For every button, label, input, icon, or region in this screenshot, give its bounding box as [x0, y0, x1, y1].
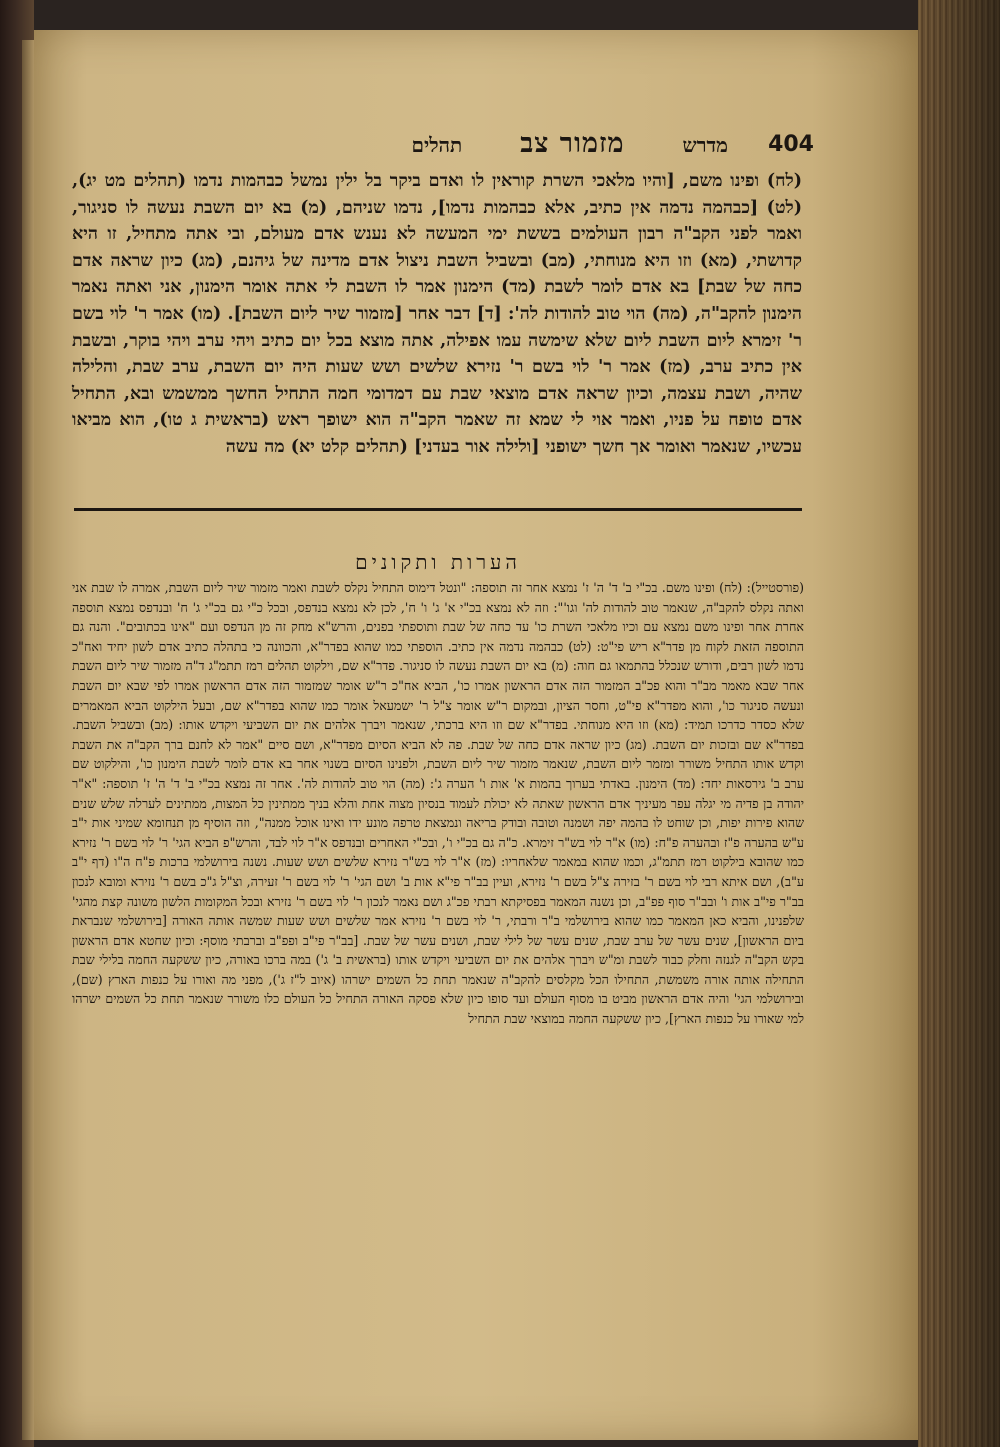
page-content — [34, 30, 918, 1440]
notes-paragraph: (פורסטייל): (לח) ופינו משם. בכ"י ב' ד' ה' ז' נמצא אחר זה תוספה: "ונטל דימוס התחיל נקלס לשבת ואמר מזמור שיר ליום השבת, אמרה לו שבת אני ואתה נקלס להקב"ה, שנאמר טוב להודות לה' וגו'": וזה לא נמצא בכ"י א' ג' ו' ח', לכן לא נמצא בנדפס, ובכל כ"י גם בכ"י ג' ח' ובנדפס נמצא תוספה אחרת אחר ופינו משם נמצא עם וכיו מלאכי השרת כו' עד כחה של שבת ותוספתי בפנים, והרש"א מחק זה מן הנדפס ועם "אינו בכתובים". והנה גם התוספה הזאת לקוח מן פדר"א ריש פי"ט: (לט) כבהמה נדמה אין כתיב. הוספתי כמו שהוא בפדר"א, והכוונה כי בתהלה כתיב אדם לשון יחיד ואח"כ נדמו לשון רבים, ודורש שנכלל בהתמאו גם חוה: (מ) בא יום השבת נעשה לו סניגור. פדר"א שם, וילקוט תהלים רמז תתמ"ג ד"ה מזמור שיר ליום השבת אחר שבא מאמר מב"ר והוא פכ"ב המזמור הזה אדם הראשון אמרו כו', הביא אח"כ ר"ש אומר שמזמור הזה אדם הראשון אמרו לפי שבא יום השבת ונעשה סניגור כו', והוא מפדר"א פי"ט, וחסר הציון, ובמקום ר"ש אומר צ"ל ר' ישמעאל אומר כמו שהוא בפדר"א שם, ובעל הילקוט הביא המאמרים שלא כסדר כדרכו תמיד: (מא) וזו היא מנוחתי. בפדר"א שם וזו היא ברכתי, שנאמר ויברך אלהים את יום השביעי ויקדש אותו: (מב) ובשביל השבת. בפדר"א שם ובזכות יום השבת. (מג) כיון שראה אדם כחה של שבת. פה לא הביא הסיום מפדר"א, ושם סיים "אמר לא לחנם ברך הקב"ה את השבת וקדש אותו התחיל משורר ומזמר ליום השבת, שנאמר מזמור שיר ליום השבת, ולפנינו הסיום בשנוי אחר בא אדם לומר לשבת הימנון כו', והילקוט שם ערב ב' גירסאות יחד: (מד) הימנון. באדתי בערוך בהמות א' אות ו' הערה ג': (מה) הוי טוב להודות לה'. אחר זה נמצא בכ"י ב' ד' ה' ז' תוספה: "א"ר יהודה בן פדיה מי יגלה עפר מעיניך אדם הראשון שאתה לא יכולת לעמוד בנסיון מצוה אחת והלא בניך ממתינין כל המצות, ממתינים לערלה שלש שנים שהוא פירות יפות, וכן שוחט לו בהמה יפה ושמנה וטובה ובודק בריאה ונמצאת טרפה מונע ידו ואינו אוכל ממנה", וזה הוסיף מן תנחומא שמיני אות י"ב ע"ש בהערה פ"ז ובהערה פ"ח: (מו) א"ר לוי בש"ר זימרא. כ"ה גם בכ"י ו', ובכ"י האחרים ובנדפס א"ר לוי לבד, והרש"פ הביא הגי' ר' לוי בשם ר' נזירא כמו שהובא בילקוט רמז תתמ"ג, וכמו שהוא במאמר שלאחריו: (מז) א"ר לוי בש"ר נזירא שלשים ושש שעות. נשנה בירושלמי ברכות פ"ח ה"ו (דף י"ב ע"ב), ושם איתא רבי לוי בשם ר' בזירה צ"ל בשם ר' נזירא, ועיין בב"ר פי"א אות ב' ושם הגי' ר' לוי בשם ר' זעירה, וצ"ל ג"כ בשם ר' נזירא ומובא לנכון בב"ר פי"ב אות ו' ובב"ר סוף פפ"ב, וכן נשנה המאמר בפסיקתא רבתי פכ"ג ושם נאמר לנכון ר' לוי בשם ר' נזירא ובכל המקומות הלשון משונה קצת מהגי' שלפנינו, והביא כאן המאמר כמו שהוא בירושלמי ב"ר ורבתי, ר' לוי בשם ר' נזירא אמר שלשים ושש שעות שמשה אותה האורה [בירושלמי שנבראת ביום הראשון], שנים עשר של ערב שבת, שנים עשר של לילי שבת, ושנים עשר של שבת. [בב"ר פי"ב ופפ"ב וברבתי מוסף: וכיון שחטא אדם הראשון בקש הקב"ה לגנזה וחלק כבוד לשבת ומ"ש ויברך אלהים את יום השביעי ויקדש אותו (בראשית ב' ג') במה ברכו באורה, כיון ששקעה החמה בלילי שבת התחילה אותה אורה משמשת, התחילו הכל מקלסים להקב"ה שנאמר תחת כל השמים ישרהו (איוב ל"ז ג'), מפני מה ואורו על כנפות הארץ (שם), ובירושלמי הגי' והיה אדם הראשון מביט בו מסוף העולם ועד סופו כיון שלא פסקה האורה התחיל כל העולם כלו משורר שנאמר תחת כל השמים ישרהו למי שאורו על כנפות הארץ], כיון ששקעה החמה במוצאי שבת התחיל — [72, 580, 804, 1027]
running-head-title: מזמור צב — [520, 128, 625, 159]
notes-block — [72, 578, 804, 1029]
main-text-block — [72, 168, 802, 461]
running-head-right: מדרש — [682, 133, 728, 157]
running-head — [411, 128, 728, 159]
running-head-left: תהלים — [411, 133, 463, 157]
notes-heading: הערות ותקונים — [355, 550, 521, 574]
section-divider — [74, 508, 802, 511]
main-paragraph: (לח) ופינו משם, [והיו מלאכי השרת קוראין לו ואדם ביקר בל ילין נמשל כבהמות נדמו (תהלים מט יג), (לט) [כבהמה נדמה אין כתיב, אלא כבהמות נדמו], נדמו שניהם, (מ) בא יום השבת נעשה לו סניגור, ואמר לפני הקב"ה רבון העולמים בששת ימי המעשה לא נענש אדם מעולם, ובי אתה מתחיל, זו היא קדושתי, (מא) וזו היא מנוחתי, (מב) ובשביל השבת ניצול אדם מדינה של גיהנם, (מג) כיון שראה אדם כחה של שבת] בא אדם לומר לשבת (מד) הימנון אמר לו השבת לי אתה אומר הימנון, אני ואתה נאמר הימנון להקב"ה, (מה) הוי טוב להודות לה': [ד] דבר אחר [מזמור שיר ליום השבת]. (מו) אמר ר' לוי בשם ר' זימרא ליום השבת ליום שלא שימשה עמו אפילה, אתה מוצא בכל יום כתיב ויהי ערב ויהי בוקר, ובשבת אין כתיב ערב, (מז) אמר ר' לוי בשם ר' נזירא שלשים ושש שעות היה יום השבת, ערב שבת, והלילה שהיה, ושבת עצמה, וכיון שראה אדם מוצאי שבת עם דמדומי חמה התחיל החשך ממשמש ובא, התחיל אדם טופח על פניו, ואמר אוי לי שמא זה שאמר הקב"ה הוא ישופך ראש (בראשית ג טו), הוא מביאו עכשיו, שנאמר ואומר אך חשך ישופני [ולילה אור בעדני] (תהלים קלט יא) מה עשה — [72, 171, 802, 457]
page-header — [74, 128, 814, 168]
page-number: 404 — [768, 132, 814, 157]
stacked-page-edges — [918, 0, 1000, 1447]
